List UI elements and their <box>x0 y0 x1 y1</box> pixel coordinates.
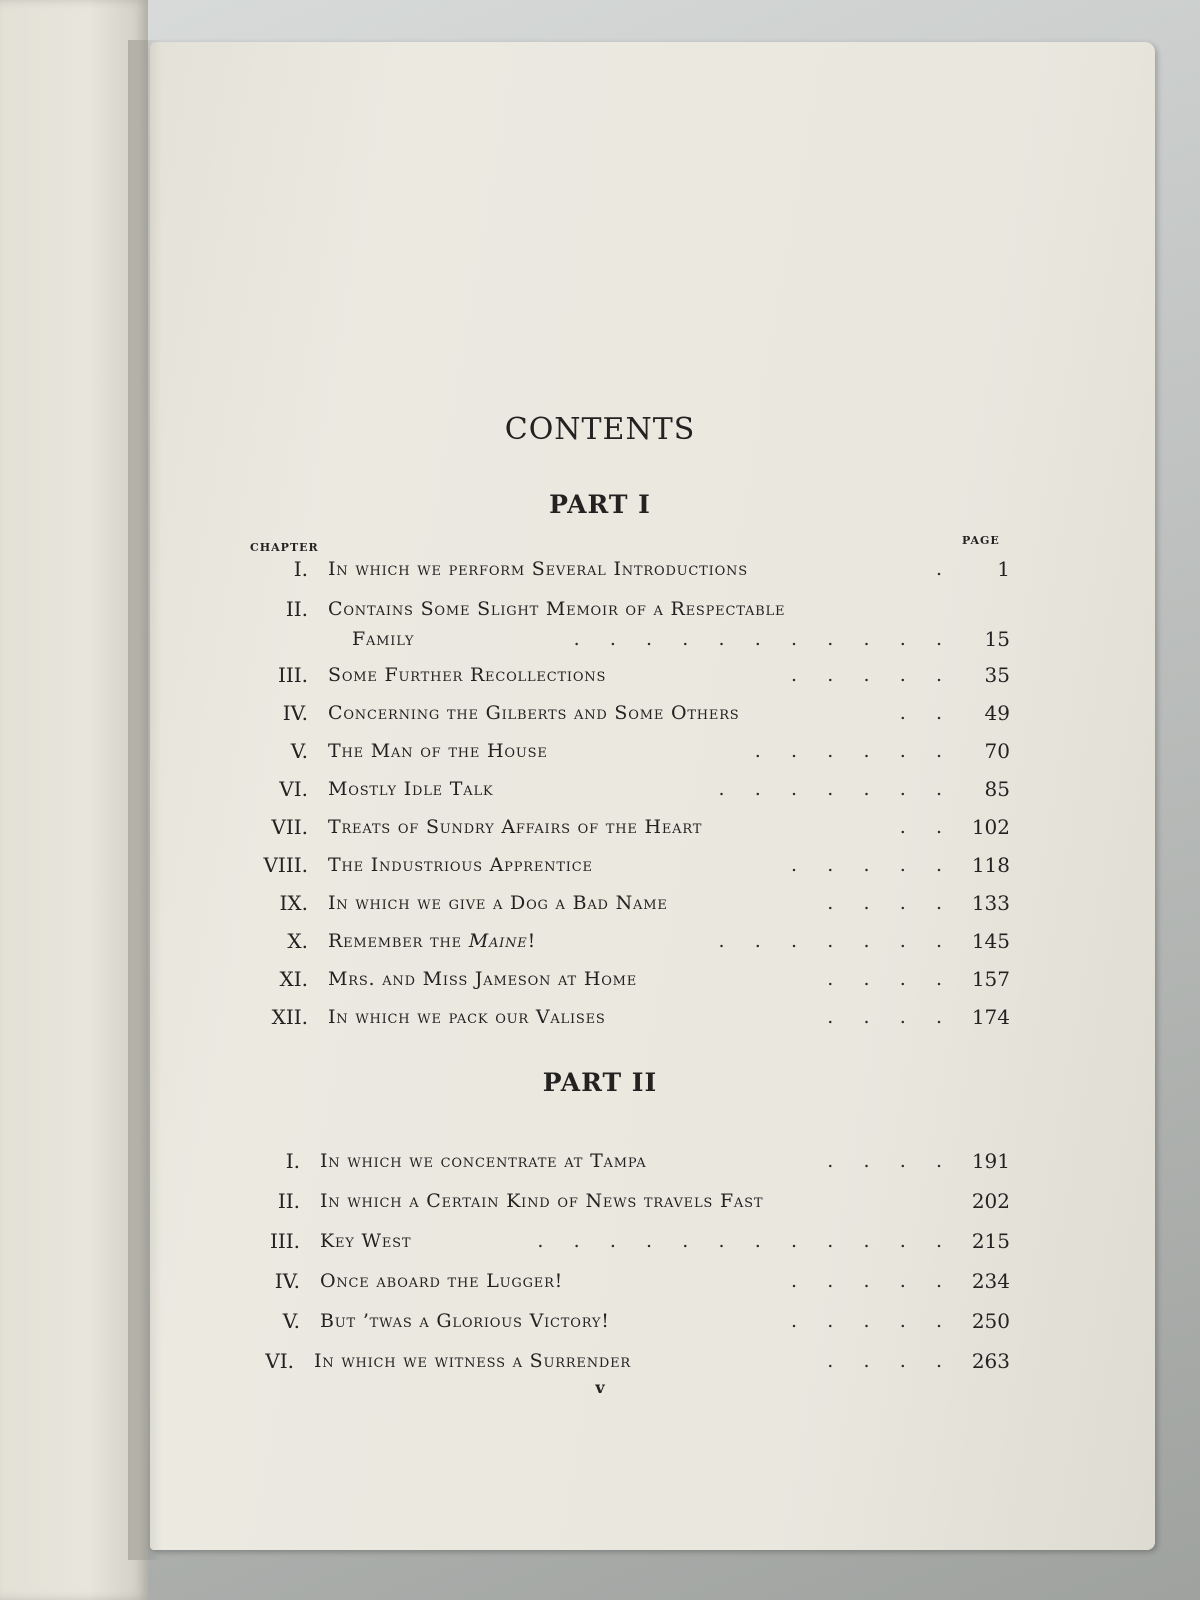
page-number: 102 <box>971 815 1010 839</box>
toc-entry[interactable] <box>250 594 1010 654</box>
chapter-title: Some Further Recollections <box>328 664 607 686</box>
page-number: 15 <box>984 627 1010 651</box>
toc-entry[interactable] <box>250 698 1010 728</box>
spine-shadow <box>128 40 162 1560</box>
page-number: 70 <box>984 739 1010 763</box>
part-1-heading: PART I <box>549 490 651 519</box>
page-number: 174 <box>971 1005 1010 1029</box>
chapter-number: IV. <box>274 1269 300 1293</box>
page-title: CONTENTS <box>504 412 696 447</box>
toc-entry[interactable] <box>242 1226 1010 1256</box>
dot-leader: . . . . <box>827 968 942 990</box>
toc-entry[interactable] <box>250 926 1010 956</box>
chapter-title <box>328 926 536 956</box>
chapter-number: I. <box>293 557 308 581</box>
toc-entry[interactable] <box>242 1306 1010 1336</box>
chapter-title: In which we witness a Surrender <box>314 1350 631 1372</box>
page-folio: v <box>595 1378 605 1397</box>
chapter-title: In which we give a Dog a Bad Name <box>328 892 668 914</box>
chapter-title: In which a Certain Kind of News travels Fast <box>320 1190 764 1212</box>
chapter-title: Concerning the Gilberts and Some Others <box>328 702 740 724</box>
chapter-number: II. <box>277 1189 300 1213</box>
dot-leader: . . . . <box>827 1150 942 1172</box>
page-number: 1 <box>997 557 1010 581</box>
chapter-number: III. <box>277 663 308 687</box>
page-number: 250 <box>971 1309 1010 1333</box>
toc-entry[interactable] <box>242 1186 1010 1216</box>
chapter-number: VII. <box>271 815 308 839</box>
toc-entry[interactable] <box>250 554 1010 584</box>
page-number: 215 <box>971 1229 1010 1253</box>
page-number: 145 <box>971 929 1010 953</box>
chapter-title-emphasis: Maine <box>468 930 528 952</box>
toc-entry[interactable] <box>242 1146 1010 1176</box>
chapter-number: XI. <box>279 967 308 991</box>
page-number: 85 <box>984 777 1010 801</box>
chapter-number: I. <box>285 1149 300 1173</box>
toc-entry[interactable] <box>250 964 1010 994</box>
chapter-number: II. <box>285 597 308 621</box>
chapter-title-text: Remember the <box>328 930 469 952</box>
dot-leader: . . . . . <box>791 664 942 686</box>
chapter-title: In which we pack our Valises <box>328 1006 606 1028</box>
dot-leader: . . . . . . . . . . . <box>573 628 942 650</box>
toc-entry[interactable] <box>250 850 1010 880</box>
dot-leader: . . . . <box>827 1350 942 1372</box>
chapter-title: Contains Some Slight Memoir of a Respectable <box>328 598 786 620</box>
page-number: 202 <box>971 1189 1010 1213</box>
dot-leader: . . . . . . <box>754 740 942 762</box>
dot-leader: . . . . . <box>791 1270 942 1292</box>
chapter-title: In which we concentrate at Tampa <box>320 1150 647 1172</box>
dot-leader: . . . . . . . <box>718 930 942 952</box>
toc-entry[interactable] <box>250 812 1010 842</box>
chapter-title: Mrs. and Miss Jameson at Home <box>328 968 638 990</box>
dot-leader: . <box>935 558 942 580</box>
chapter-title: The Man of the House <box>328 740 548 762</box>
left-page <box>0 0 148 1600</box>
page-column-label: PAGE <box>962 534 1000 547</box>
chapter-number: IX. <box>279 891 308 915</box>
chapter-title: The Industrious Apprentice <box>328 854 593 876</box>
chapter-number: VIII. <box>263 853 308 877</box>
chapter-number: V. <box>282 1309 300 1333</box>
dot-leader: . . . . . <box>791 854 942 876</box>
chapter-title-end: ! <box>527 930 536 952</box>
toc-entry[interactable] <box>250 660 1010 690</box>
chapter-number: XII. <box>271 1005 308 1029</box>
toc-entry[interactable] <box>250 736 1010 766</box>
dot-leader: . . . . <box>827 1006 942 1028</box>
chapter-title: Once aboard the Lugger! <box>320 1270 564 1292</box>
page-number: 263 <box>971 1349 1010 1373</box>
toc-entry[interactable] <box>250 888 1010 918</box>
dot-leader: . . . . . . . . . . . . <box>537 1230 942 1252</box>
chapter-number: VI. <box>279 777 308 801</box>
chapter-title: Key West <box>320 1230 412 1252</box>
chapter-title-continuation: Family <box>352 628 415 650</box>
chapter-number: VI. <box>265 1349 294 1373</box>
dot-leader: . . . . . <box>791 1310 942 1332</box>
chapter-number: III. <box>269 1229 300 1253</box>
chapter-title: But ’twas a Glorious Victory! <box>320 1310 610 1332</box>
chapter-title: In which we perform Several Introductions <box>328 558 748 580</box>
page-number: 118 <box>971 853 1010 877</box>
toc-entry[interactable] <box>250 774 1010 804</box>
page-number: 49 <box>984 701 1010 725</box>
chapter-column-label: CHAPTER <box>250 541 319 554</box>
page-number: 234 <box>971 1269 1010 1293</box>
chapter-title: Mostly Idle Talk <box>328 778 494 800</box>
chapter-title: Treats of Sundry Affairs of the Heart <box>328 816 703 838</box>
dot-leader: . . . . . . . <box>718 778 942 800</box>
page-number: 133 <box>971 891 1010 915</box>
chapter-number: IV. <box>282 701 308 725</box>
page-number: 191 <box>971 1149 1010 1173</box>
chapter-number: X. <box>287 929 308 953</box>
chapter-number: V. <box>290 739 308 763</box>
dot-leader: . . <box>899 702 942 724</box>
dot-leader: . . . . <box>827 892 942 914</box>
dot-leader: . . <box>899 816 942 838</box>
toc-entry[interactable] <box>250 1002 1010 1032</box>
toc-entry[interactable] <box>236 1346 1010 1376</box>
page-number: 157 <box>971 967 1010 991</box>
page-number: 35 <box>984 663 1010 687</box>
part-2-heading: PART II <box>542 1068 658 1097</box>
toc-entry[interactable] <box>242 1266 1010 1296</box>
